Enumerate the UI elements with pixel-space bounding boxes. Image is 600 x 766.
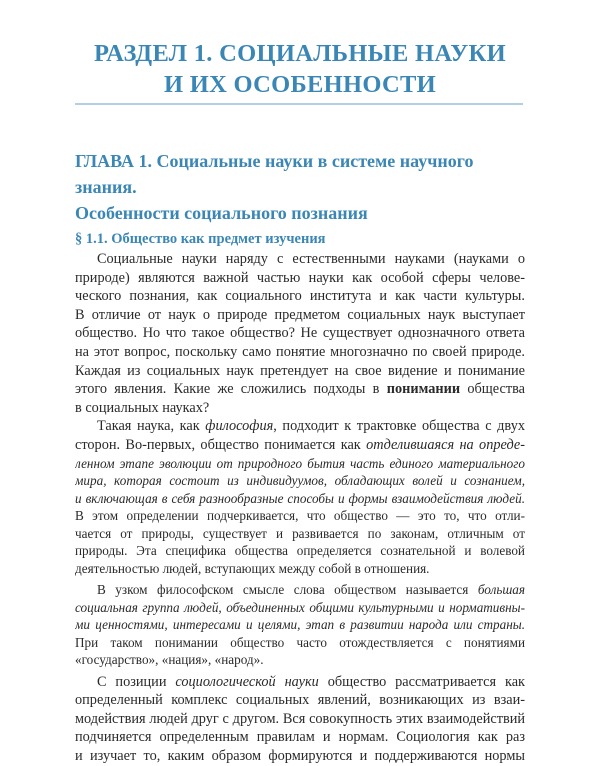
text-line: ленном этапе эволюции от природного бытия часть единого материального bbox=[75, 455, 525, 471]
text-line bbox=[75, 673, 525, 692]
text-line: В этом определении подчеркивается, что общество — это то, что отли- bbox=[75, 508, 525, 524]
section-title-line-1: РАЗДЕЛ 1. СОЦИАЛЬНЫЕ НАУКИ bbox=[94, 40, 506, 67]
text-line bbox=[75, 581, 525, 599]
text-line: «государство», «нация», «народ». bbox=[75, 652, 264, 668]
text-line: При таком понимании общество часто отождествляется с понятиями bbox=[75, 634, 525, 650]
text-line: природы. Эта специфика общества определяется сознательной и волевой bbox=[75, 543, 525, 559]
chapter-title bbox=[75, 148, 535, 226]
text-line: модействия людей друг с другом. Вся совокупность этих взаимодействий bbox=[75, 710, 525, 727]
paragraph-title: § 1.1. Общество как предмет изучения bbox=[75, 231, 326, 247]
text-line bbox=[75, 417, 525, 436]
text-run: В узком философском смысле слова обществом называется bbox=[97, 582, 478, 598]
text-line: социальная группа людей, объединенных общими культурными и нормативны- bbox=[75, 599, 525, 615]
text-run: С позиции bbox=[97, 673, 176, 690]
section-divider bbox=[75, 103, 523, 105]
text-line: ческого познания, как социального института и как части культуры. bbox=[75, 288, 525, 305]
section-title-line-2: И ИХ ОСОБЕННОСТИ bbox=[163, 71, 437, 98]
text-line: природе) являются важной частью науки как особой сферы челове- bbox=[75, 269, 525, 286]
text-line: ми ценностями, интересами и целями, этап в развитии народа или страны. bbox=[75, 617, 525, 633]
paragraph-2 bbox=[75, 417, 525, 577]
italic-term: философия bbox=[205, 418, 274, 435]
text-line: в социальных науках? bbox=[75, 399, 210, 416]
text-line: В отличие от наук о природе предметом социальных наук выступает bbox=[75, 306, 525, 323]
text-line: общество. Но что такое общество? Не существует однозначного ответа bbox=[75, 325, 525, 342]
text-line: Каждая из социальных наук претендует на свое видение и понимание bbox=[75, 362, 525, 379]
paragraph-3 bbox=[75, 581, 525, 669]
text-line: и изучает то, каким образом формируются и поддерживаются нормы bbox=[75, 747, 525, 764]
text-line: определенный комплекс социальных явлений, возникающих из взаи- bbox=[75, 692, 525, 709]
chapter-title-line-1: ГЛАВА 1. Социальные науки в системе научного знания. bbox=[75, 151, 474, 197]
text-line bbox=[75, 380, 525, 399]
paragraph-1 bbox=[75, 250, 525, 417]
section-title bbox=[0, 38, 600, 100]
text-line: на этот вопрос, поскольку само понятие многозначно по своей природе. bbox=[75, 343, 525, 360]
text-line: Социальные науки наряду с естественными науками (науками о bbox=[97, 251, 525, 267]
text-line: деятельностью людей, вступающих между собой в отношения. bbox=[75, 560, 430, 576]
text-run: общество рассматривается как bbox=[318, 673, 525, 690]
text-run: сторон. Во-первых, общество понимается как bbox=[75, 436, 367, 453]
italic-term: социологической науки bbox=[175, 673, 319, 690]
italic-run: большая bbox=[477, 582, 525, 598]
text-run: этого явления. Какие же сложились подходы в bbox=[75, 381, 387, 398]
bold-term: понимании bbox=[386, 381, 461, 398]
text-line: подчиняется определенным правилам и нормам. Социология как раз bbox=[75, 729, 525, 746]
text-line bbox=[75, 436, 525, 455]
text-line: и включающая в себя разнообразные способы и формы взаимодействия людей. bbox=[75, 490, 525, 506]
chapter-title-line-2: Особенности социального познания bbox=[75, 203, 368, 223]
body-text bbox=[75, 250, 525, 766]
paragraph-4 bbox=[75, 673, 525, 766]
text-line: мира, которая состоит из индивидуумов, обладающих волей и сознанием, bbox=[75, 473, 525, 489]
italic-run: отделившаяся на опреде- bbox=[366, 436, 525, 453]
text-run: , подходит к трактовке общества с двух bbox=[273, 418, 525, 435]
text-line: чается от природы, существует и развивается по законам, отличным от bbox=[75, 525, 525, 541]
text-run: Такая наука, как bbox=[97, 418, 206, 435]
text-run: общества bbox=[460, 381, 525, 398]
